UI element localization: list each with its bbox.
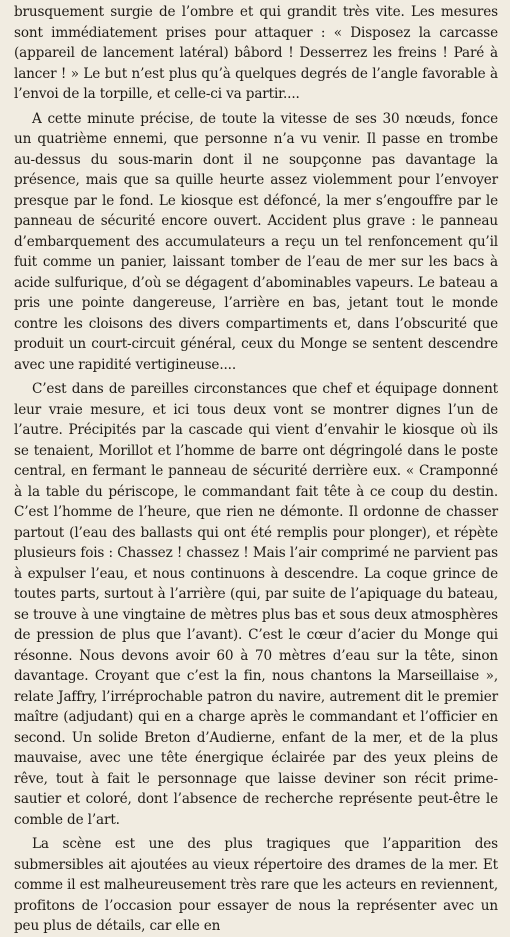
document-page <box>14 2 498 937</box>
paragraph-3: C’est dans de pareilles circonstances que chef et équipage donnent leur vraie mesure, et ici tous deux vont se montrer dignes l’un de l’autre. Précipités par la cascade qui vient d’envahir le kiosque où ils se tenaient, Morillot et l’homme de barre ont dégringolé dans le poste central, en fermant le panneau de sécurité derrière eux. « Cramponné à la table du périscope, le commandant fait tête à ce coup du destin. C’est l’homme de l’heure, que rien ne démonte. Il ordonne de chasser partout (l’eau des ballasts qui ont été remplis pour plonger), et répète plusieurs fois : Chassez ! chassez ! Mais l’air comprimé ne parvient pas à expulser l’eau, et nous continuons à descendre. La coque grince de toutes parts, surtout à l’arrière (qui, par suite de l’apiquage du bateau, se trouve à une vingtaine de mètres plus bas et sous deux atmosphères de pression de plus que l’avant). C’est le cœur d’acier du Monge qui résonne. Nous devons avoir 60 à 70 mètres d’eau sur la tête, sinon davantage. Croyant que c’est la fin, nous chantons la Marseillaise », relate Jaffry, l’irréprochable patron du navire, autrement dit le premier maître (adjudant) qui en a charge après le commandant et l’officier en second. Un solide Breton d’Audierne, enfant de la mer, et de la plus mauvaise, avec une tête énergique éclairée par des yeux pleins de rêve, tout à fait le personnage que laisse deviner son récit prime-sautier et coloré, dont l’absence de recherche représente peut-être le comble de l’art. <box>14 381 498 828</box>
paragraph-4: La scène est une des plus tragiques que l’apparition des submersibles ait ajoutées au vieux répertoire des drames de la mer. Et comme il est malheureusement très rare que les acteurs en reviennent, profitons de l’occasion pour essayer de nous la représenter avec un peu plus de détails, car elle en <box>14 836 498 934</box>
paragraph-1: brusquement surgie de l’ombre et qui grandit très vite. Les mesures sont immédiatement prises pour attaquer : « Disposez la carcasse (appareil de lancement latéral) bâbord ! Desserrez les freins ! Paré à lancer ! » Le but n’est plus qu’à quelques degrés de l’angle favorable à l’envoi de la torpille, et celle-ci va partir.... <box>14 4 498 102</box>
paragraph-2: A cette minute précise, de toute la vitesse de ses 30 nœuds, fonce un quatrième ennemi, que personne n’a vu venir. Il passe en trombe au-dessus du sous-marin dont il ne soupçonne pas davantage la présence, mais que sa quille heurte assez violemment pour l’envoyer presque par le fond. Le kiosque est défoncé, la mer s’engouffre par le panneau de sécurité encore ouvert. Accident plus grave : le panneau d’embarquement des accumulateurs a reçu un tel renfoncement qu’il fuit comme un panier, laissant tomber de l’eau de mer sur les bacs à acide sulfurique, d’où se dégagent d’abominables vapeurs. Le bateau a pris une pointe dangereuse, l’arrière en bas, jetant tout le monde contre les cloisons des divers compartiments et, dans l’obscurité que produit un court-circuit général, ceux du Monge se sentent descendre avec une rapidité vertigineuse.... <box>14 110 498 373</box>
